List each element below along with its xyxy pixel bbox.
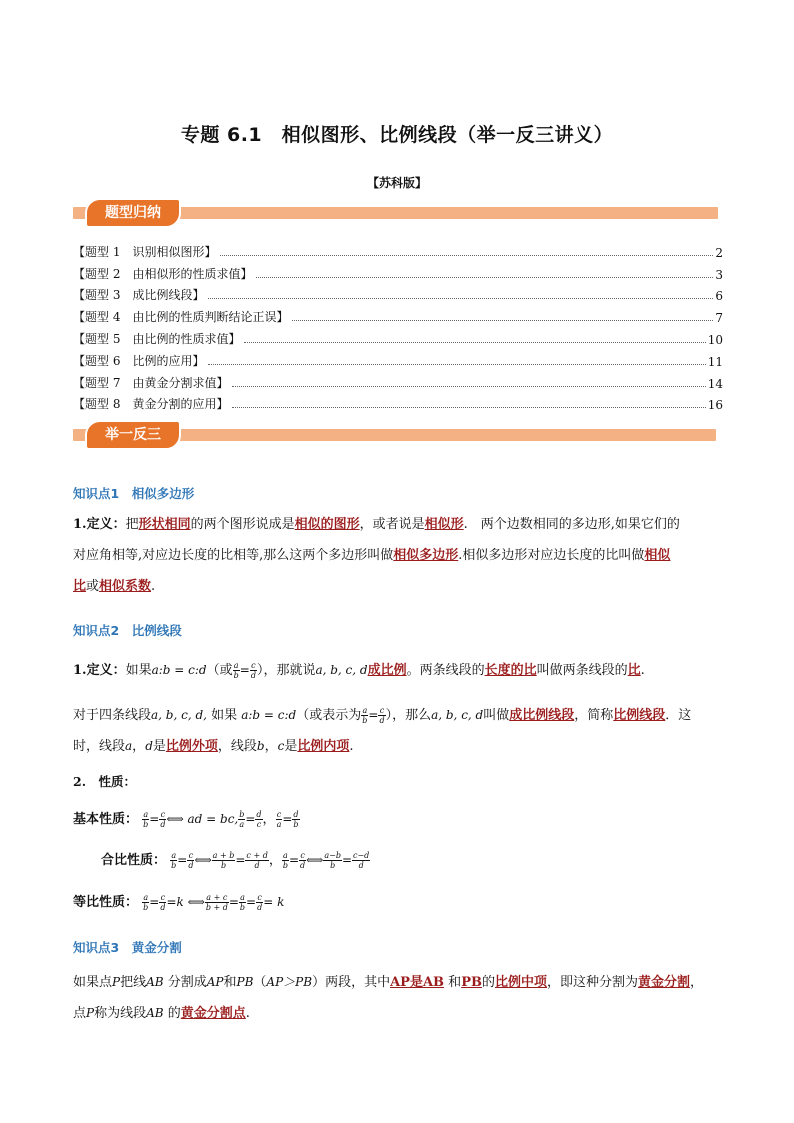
- toc-row[interactable]: 【题型 6 比例的应用】 11: [73, 353, 723, 369]
- toc-row[interactable]: 【题型 1 识别相似图形】 2: [73, 244, 723, 260]
- examples-banner: [73, 420, 716, 450]
- equal-ratio-property: 等比性质： $\frac{a}{b}$ = $\frac{c}{d}$ =k ⟺ $\frac{a + c}{b + d}$ = $\frac{a}{b}$ = $\frac{c}{d}$ = k: [73, 893, 285, 912]
- toc-row[interactable]: 【题型 8 黄金分割的应用】 16: [73, 397, 723, 413]
- sum-property: 合比性质： $\frac{a}{b}$ = $\frac{c}{d}$ ⟺ $\frac{a + b}{b}$ = $\frac{c + d}{d}$ ， $\frac{a}{b}$ = $\frac{c}{d}$ ⟺ $\frac{a-b}{b}$ = $\frac{c-d}{d}$: [101, 851, 370, 870]
- banner-pill-toc: 题型归纳: [85, 198, 181, 228]
- banner-pill-examples: 举一反三: [85, 420, 181, 450]
- kp2-proportional-segments: 对于四条线段a, b, c, d, 如果 a:b = c:d（或表示为 $\frac{a}{b}$ = $\frac{c}{d}$ ），那么a, b, c, d叫做成比例线段，简称比例线段．这 时，线段a，d是比例外项，线段b，c是比例内项.: [73, 706, 692, 754]
- toc-row[interactable]: 【题型 3 成比例线段】 6: [73, 288, 723, 304]
- kp2-heading: 知识点2 比例线段: [73, 623, 182, 638]
- table-of-contents: [73, 238, 723, 412]
- kp3-body: 如果点P把线AB 分割成AP和PB（AP＞PB）两段，其中AP是AB 和PB的比例中项，即这种分割为黄金分割， 点P称为线段AB 的黄金分割点.: [73, 975, 704, 1021]
- kp3-heading: 知识点3 黄金分割: [73, 940, 182, 955]
- properties-heading: 2. 性质：: [73, 774, 137, 789]
- page-title: 专题 6.1 相似图形、比例线段（举一反三讲义）: [180, 124, 614, 146]
- kp1-body: 1.定义：把形状相同的两个图形说成是相似的图形，或者说是相似形. 两个边数相同的多边形,如果它们的 对应角相等,对应边长度的比相等,那么这两个多边形叫做相似多边形.相似多边形对应边长度的比叫做相似 比或相似系数.: [73, 517, 680, 594]
- toc-row[interactable]: 【题型 2 由相似形的性质求值】 3: [73, 266, 723, 282]
- edition-label: 【苏科版】: [366, 176, 427, 190]
- basic-property: 基本性质： $\frac{a}{b}$ = $\frac{c}{d}$ ⟺ ad = bc, $\frac{b}{a}$ = $\frac{d}{c}$ ， $\frac{c}{a}$ = $\frac{d}{b}$: [73, 810, 299, 829]
- toc-row[interactable]: 【题型 4 由比例的性质判断结论正误】 7: [73, 310, 723, 326]
- kp1-heading: 知识点1 相似多边形: [73, 486, 195, 501]
- kp2-definition: 1.定义：如果a:b = c:d（或 $\frac{a}{b}$ = $\frac{c}{d}$ ），那就说a, b, c, d成比例。两条线段的长度的比叫做两条线段的比.: [73, 661, 645, 680]
- toc-row[interactable]: 【题型 7 由黄金分割求值】 14: [73, 375, 723, 391]
- toc-row[interactable]: 【题型 5 由比例的性质求值】 10: [73, 331, 723, 347]
- toc-banner: [73, 198, 718, 228]
